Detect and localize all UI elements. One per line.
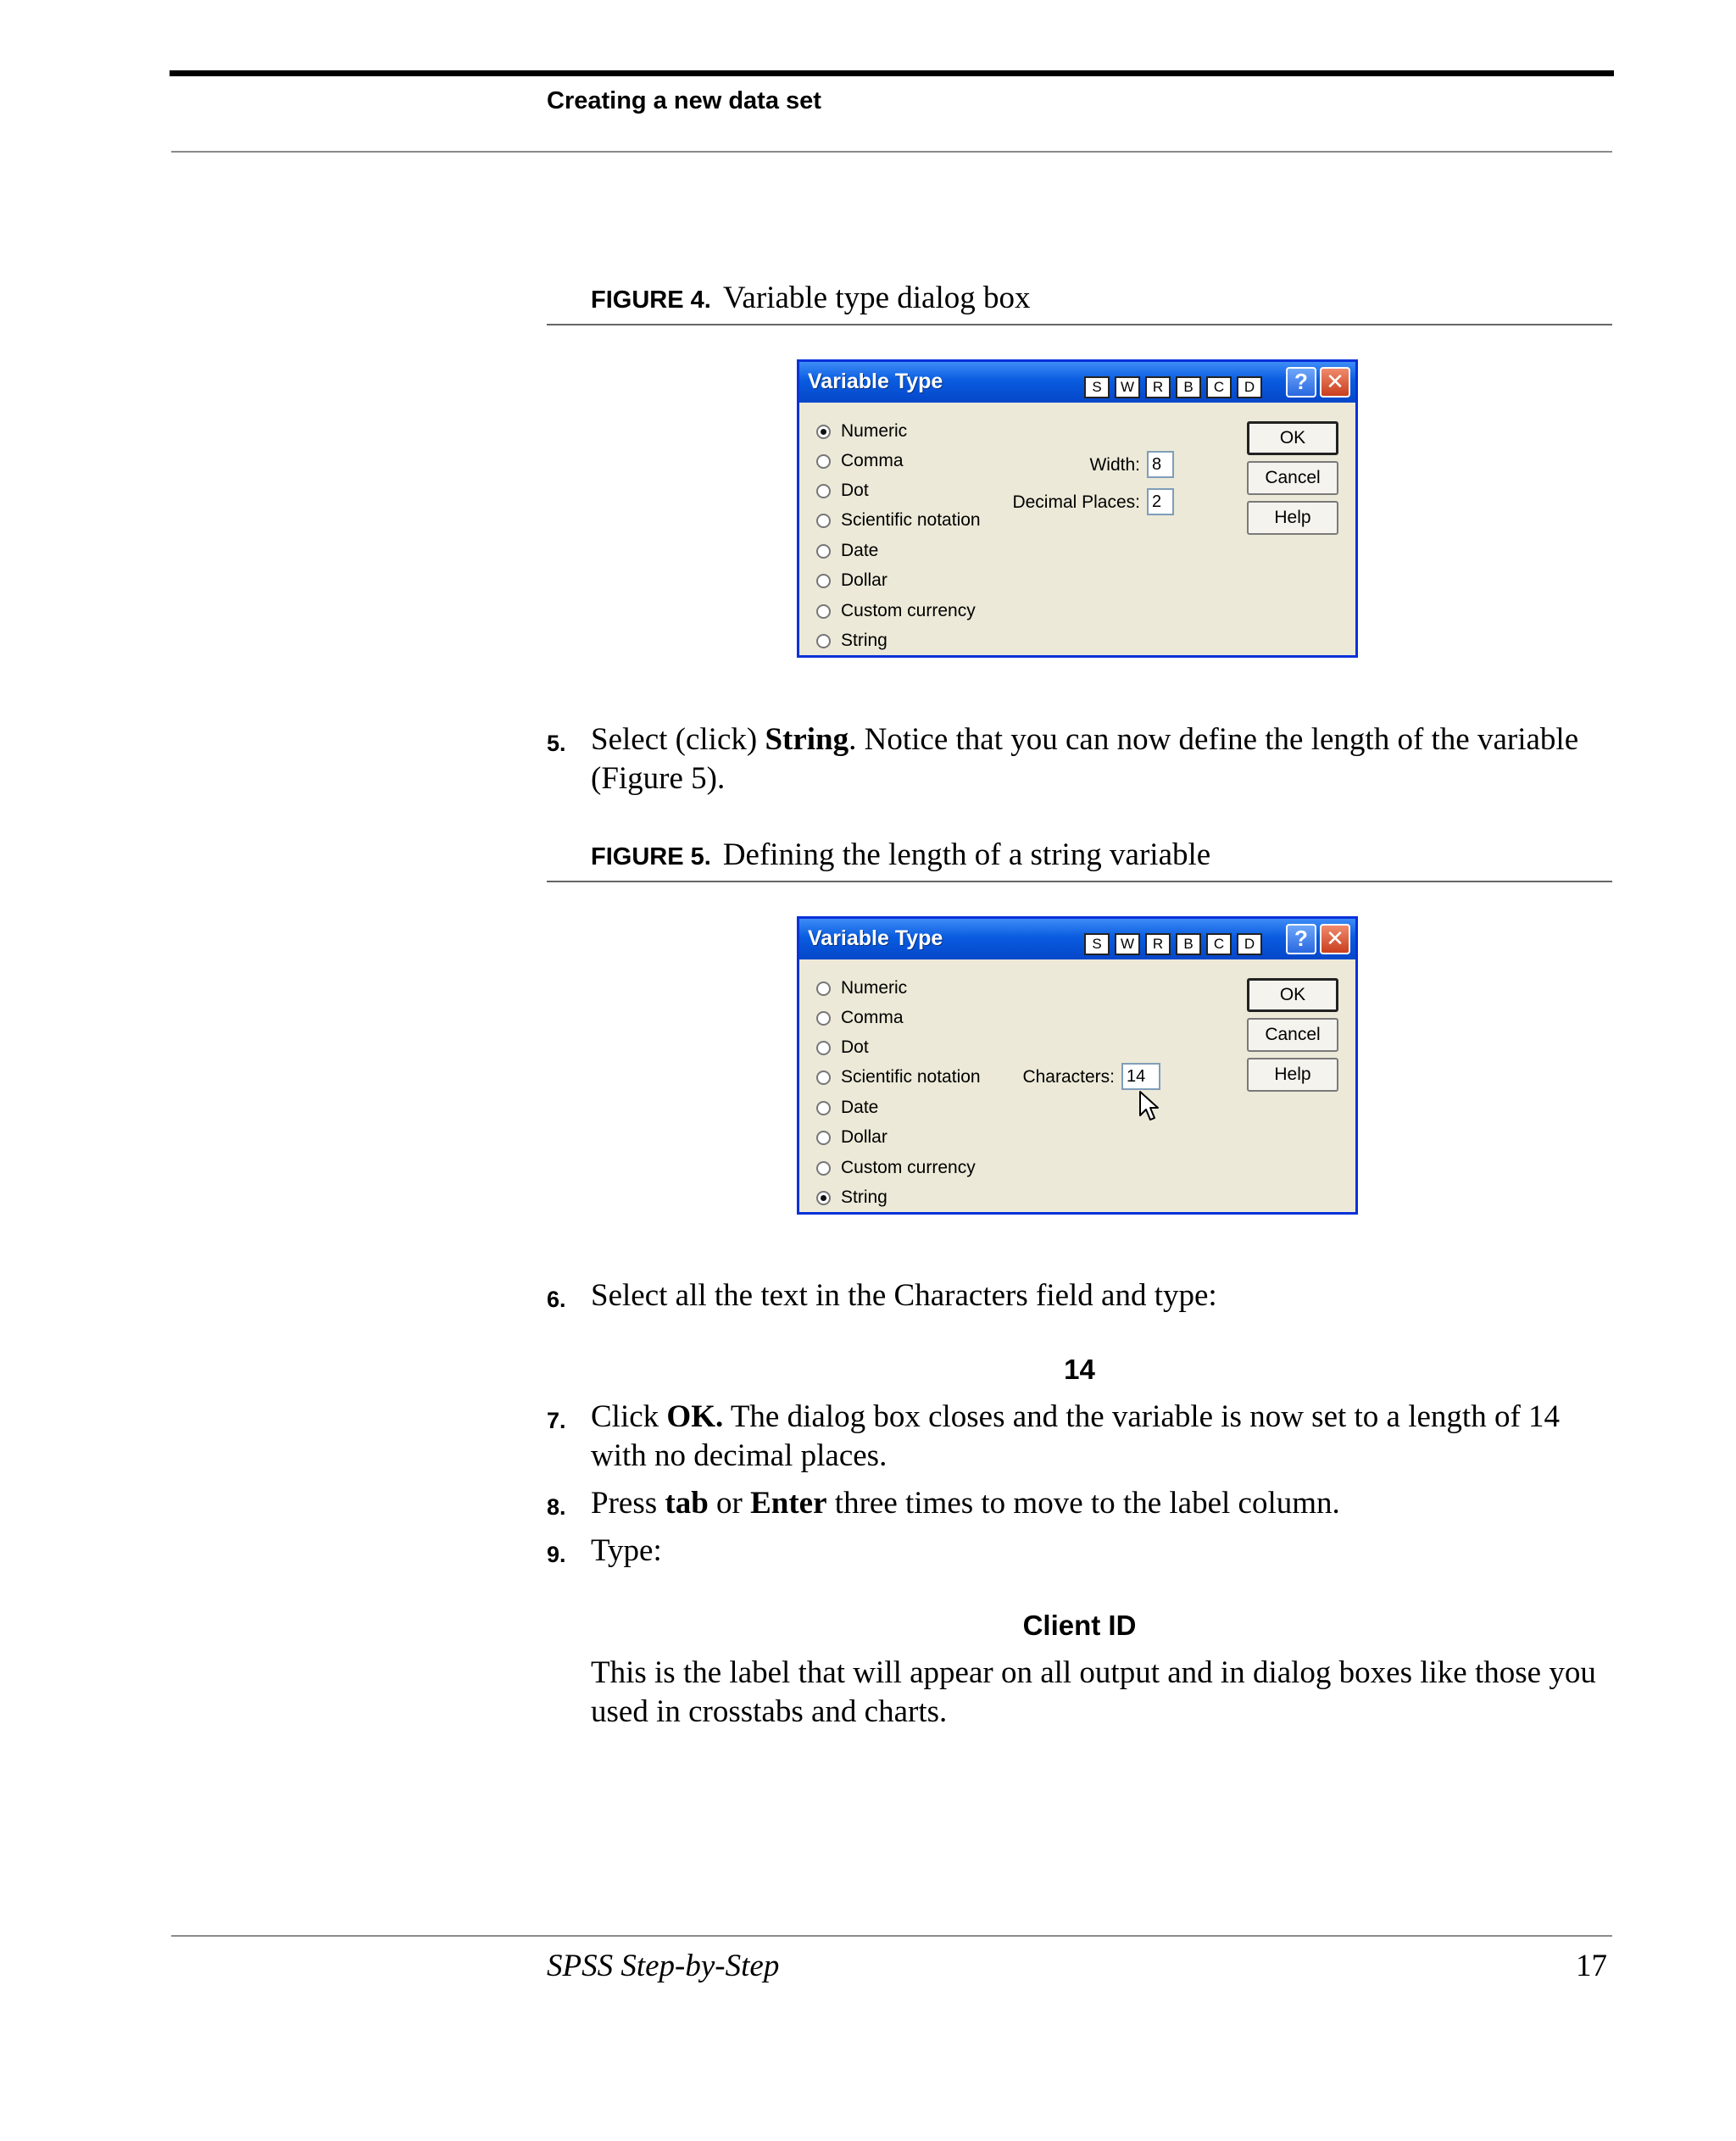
help-icon[interactable]: ? [1286, 367, 1316, 398]
radio-label: Scientific notation [841, 1067, 981, 1087]
ok-button[interactable]: OK [1247, 421, 1338, 455]
radio-label: Comma [841, 451, 904, 470]
step-text-bold: OK. [666, 1399, 724, 1434]
radio-scientific-notation[interactable] [816, 1065, 981, 1090]
step-text-bold: tab [665, 1486, 709, 1521]
step-text [591, 720, 1619, 798]
radio-string[interactable] [816, 628, 887, 653]
dialog-titlebar[interactable] [799, 362, 1355, 403]
step-text-part: Select (click) [591, 722, 765, 757]
radio-button[interactable] [816, 1011, 831, 1026]
radio-button[interactable] [816, 634, 831, 648]
close-icon[interactable]: ✕ [1320, 924, 1350, 954]
radio-button[interactable] [816, 574, 831, 588]
radio-comma[interactable] [816, 448, 904, 474]
radio-numeric[interactable] [816, 419, 907, 444]
radio-dot[interactable] [816, 1035, 869, 1060]
help-button[interactable]: Help [1247, 501, 1338, 535]
radio-button[interactable] [816, 425, 831, 439]
radio-button[interactable] [816, 1131, 831, 1145]
ok-button[interactable]: OK [1247, 978, 1338, 1012]
radio-scientific-notation[interactable] [816, 508, 981, 533]
step-number: 7. [547, 1408, 566, 1433]
radio-label: Date [841, 541, 879, 560]
step-number: 5. [547, 731, 566, 756]
radio-button[interactable] [816, 604, 831, 619]
radio-date[interactable] [816, 538, 878, 564]
cancel-button[interactable]: Cancel [1247, 1018, 1338, 1052]
dialog-title: Variable Type [808, 370, 943, 393]
radio-button[interactable] [816, 514, 831, 528]
close-icon[interactable]: ✕ [1320, 367, 1350, 398]
radio-dollar[interactable] [816, 1125, 887, 1150]
radio-date[interactable] [816, 1095, 878, 1121]
decimal-places-label: Decimal Places: [1012, 492, 1140, 512]
radio-button[interactable] [816, 1041, 831, 1055]
page-number: 17 [1576, 1949, 1607, 1983]
toolbar-key-s[interactable]: S [1084, 376, 1110, 398]
step-text-part: The dialog box closes and the variable is now set to a length of 14 with no decimal places. [591, 1399, 1561, 1473]
step-text [591, 1484, 1619, 1523]
figure-4-rule [547, 324, 1612, 325]
step-text-part: . Notice that you can now define the length of the variable (Figure 5). [591, 722, 1579, 796]
toolbar-key-r[interactable]: R [1145, 376, 1171, 398]
step-text-part: three times to move to the label column. [826, 1486, 1340, 1521]
footer-rule [171, 1935, 1612, 1937]
step-6 [547, 1276, 1619, 1315]
figure-4-title: Variable type dialog box [722, 281, 1031, 315]
width-label: Width: [1089, 455, 1140, 475]
step-text: Type: [591, 1533, 662, 1568]
radio-comma[interactable] [816, 1005, 904, 1031]
decimal-places-field[interactable]: 2 [1147, 488, 1174, 515]
toolbar-key-d[interactable]: D [1237, 933, 1262, 955]
typed-value-14: 14 [1064, 1354, 1095, 1385]
toolbar-key-d[interactable]: D [1237, 376, 1262, 398]
radio-label: Dot [841, 481, 869, 500]
help-button[interactable]: Help [1247, 1058, 1338, 1092]
step-text-bold: Enter [750, 1486, 827, 1521]
radio-button[interactable] [816, 982, 831, 996]
variable-type-dialog-fig5 [797, 916, 1358, 1215]
width-field[interactable]: 8 [1147, 451, 1174, 478]
radio-button[interactable] [816, 1161, 831, 1176]
step-number: 8. [547, 1494, 566, 1520]
radio-label: Custom currency [841, 1158, 976, 1177]
figure-5-title: Defining the length of a string variable [722, 837, 1211, 872]
toolbar-key-r[interactable]: R [1145, 933, 1171, 955]
help-icon[interactable]: ? [1286, 924, 1316, 954]
characters-field[interactable]: 14 [1121, 1063, 1160, 1090]
step-text: Select all the text in the Characters field and type: [591, 1278, 1217, 1313]
radio-numeric[interactable] [816, 976, 907, 1001]
step-7 [547, 1398, 1619, 1476]
toolbar-keys [1084, 376, 1267, 398]
radio-label: Dollar [841, 1127, 887, 1147]
radio-button[interactable] [816, 1070, 831, 1085]
toolbar-key-b[interactable]: B [1176, 376, 1201, 398]
radio-dot[interactable] [816, 478, 869, 503]
radio-button[interactable] [816, 1101, 831, 1115]
radio-button[interactable] [816, 1191, 831, 1205]
radio-label: Comma [841, 1008, 904, 1027]
figure-5-rule [547, 881, 1612, 882]
header-rule-thin [171, 151, 1612, 153]
mouse-pointer-icon [1138, 1090, 1160, 1124]
step-text-part: or [708, 1486, 751, 1521]
figure-5-caption [591, 837, 1210, 873]
radio-custom-currency[interactable] [816, 598, 976, 624]
radio-dollar[interactable] [816, 568, 887, 593]
toolbar-key-c[interactable]: C [1206, 933, 1232, 955]
figure-5-label: FIGURE 5. [591, 843, 711, 870]
step-9 [547, 1532, 1619, 1571]
characters-label: Characters: [1022, 1067, 1115, 1087]
toolbar-key-s[interactable]: S [1084, 933, 1110, 955]
dialog-title: Variable Type [808, 926, 943, 950]
step-text-bold: String [765, 722, 849, 757]
step-text-part: Press [591, 1486, 665, 1521]
cancel-button[interactable]: Cancel [1247, 461, 1338, 495]
step-5 [547, 720, 1619, 798]
radio-label: Custom currency [841, 601, 976, 620]
step-number: 9. [547, 1542, 566, 1567]
figure-4-caption [591, 280, 1031, 316]
figure-4-label: FIGURE 4. [591, 286, 711, 314]
radio-label: Dollar [841, 570, 887, 590]
radio-label: Date [841, 1098, 879, 1117]
typed-value-client-id: Client ID [1022, 1610, 1137, 1641]
radio-button[interactable] [816, 454, 831, 469]
radio-label: Numeric [841, 978, 908, 998]
radio-label: Scientific notation [841, 510, 981, 530]
variable-type-dialog-fig4 [797, 359, 1358, 658]
toolbar-key-c[interactable]: C [1206, 376, 1232, 398]
radio-string[interactable] [816, 1185, 887, 1210]
step-8 [547, 1484, 1619, 1523]
toolbar-key-b[interactable]: B [1176, 933, 1201, 955]
toolbar-key-w[interactable]: W [1115, 376, 1140, 398]
step-number: 6. [547, 1287, 566, 1312]
radio-button[interactable] [816, 544, 831, 559]
toolbar-keys [1084, 933, 1267, 955]
running-head: Creating a new data set [547, 87, 821, 114]
radio-custom-currency[interactable] [816, 1155, 976, 1181]
step-9-note: This is the label that will appear on all output and in dialog boxes like those you used in crosstabs and charts. [591, 1655, 1596, 1729]
radio-label: Dot [841, 1037, 869, 1057]
toolbar-key-w[interactable]: W [1115, 933, 1140, 955]
step-text-part: Click [591, 1399, 667, 1434]
dialog-titlebar[interactable] [799, 919, 1355, 959]
footer-book-title: SPSS Step-by-Step [547, 1949, 780, 1983]
radio-label: String [841, 631, 887, 650]
step-text [591, 1398, 1619, 1476]
header-rule-thick [170, 70, 1614, 76]
radio-label: String [841, 1187, 887, 1207]
radio-label: Numeric [841, 421, 908, 441]
radio-button[interactable] [816, 484, 831, 498]
